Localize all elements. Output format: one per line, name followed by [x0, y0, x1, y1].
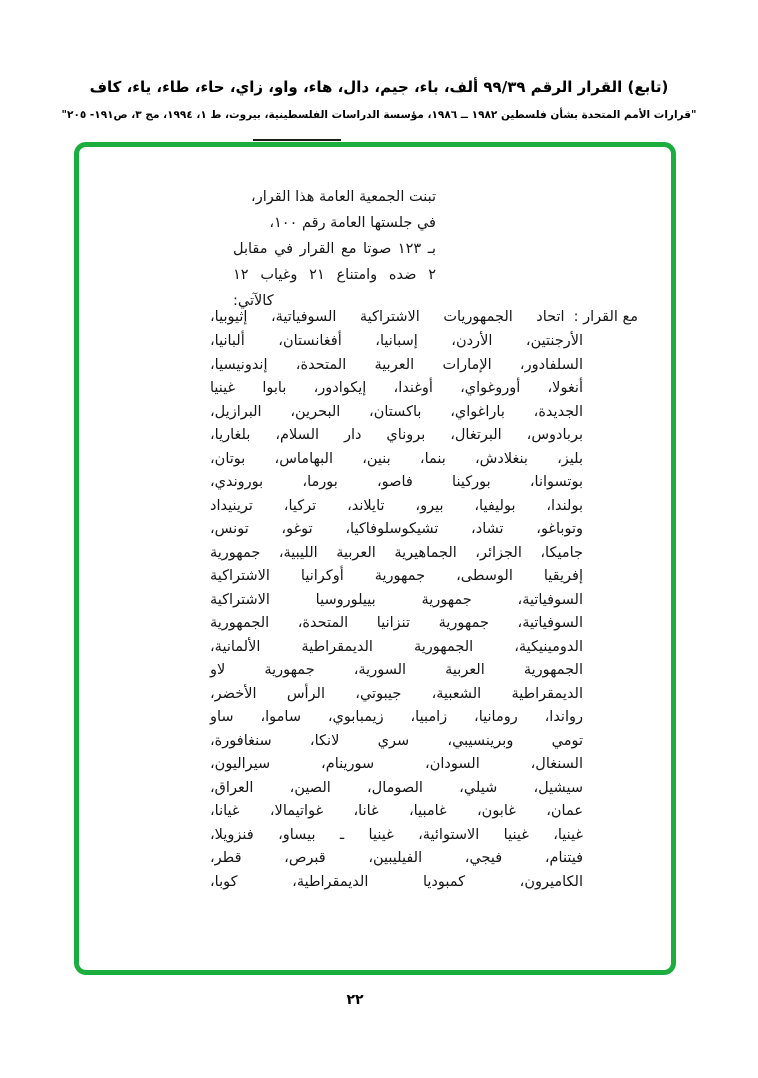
- document-header-citation: "قرارات الأمم المتحدة بشأن فلسطين ١٩٨٢ ــ ١٩٨٦، مؤسسة الدراسات الفلسطينية، بيروت، ط ١، ١٩٩٤، مج ٣، ص١٩١- ٢٠٥": [61, 109, 697, 121]
- vote-countries-line: بولندا، بوليفيا، بيرو، تايلاند، تركيا، ترينيداد: [210, 497, 583, 514]
- vote-countries-line: الدومينيكية، الجمهورية الديمقراطية الألمانية،: [210, 638, 583, 655]
- vote-countries-line: السنغال، السودان، سورينام، سيراليون،: [210, 756, 583, 772]
- vote-countries-line: بليز، بنغلادش، بنما، بنين، البهاماس، بوتان،: [210, 450, 583, 467]
- document-header-title: (تابع) القرار الرقم ٩٩/٣٩ ألف، باء، جيم، دال، هاء، واو، زاي، حاء، طاء، ياء، كاف: [89, 78, 669, 96]
- vote-countries-line: الأرجنتين، الأردن، إسبانيا، أفغانستان، ألبانيا،: [210, 333, 583, 349]
- intro-line: بـ ١٢٣ صوتا مع القرار في مقابل: [233, 241, 436, 257]
- vote-countries-line: الكاميرون، كمبوديا الديمقراطية، كوبا،: [210, 873, 583, 890]
- vote-result-first-line: [210, 306, 638, 330]
- intro-line: تبنت الجمعية العامة هذا القرار،: [251, 189, 436, 205]
- vote-countries-line: أنغولا، أوروغواي، أوغندا، إيكوادور، بابوا غينيا: [210, 380, 583, 396]
- vote-countries-line: تومي وبرينسيبي، سري لانكا، سنغافورة،: [210, 732, 583, 749]
- intro-line: كالآتي:: [233, 293, 274, 309]
- vote-countries-line: الديمقراطية الشعبية، جيبوتي، الرأس الأخضر،: [210, 685, 583, 702]
- intro-line: ٢ ضده وامتناع ٢١ وغياب ١٢: [233, 267, 437, 283]
- vote-with-resolution-label: مع القرار :: [573, 309, 638, 325]
- intro-paragraph: [233, 184, 436, 314]
- vote-countries-first-text: اتحاد الجمهوريات الاشتراكية السوفياتية، إثيوبيا،: [210, 309, 565, 325]
- vote-countries-line: وتوباغو، تشاد، تشيكوسلوفاكيا، توغو، تونس،: [210, 521, 583, 537]
- vote-countries-line: الجديدة، باراغواي، باكستان، البحرين، البرازيل،: [210, 403, 583, 420]
- vote-countries-line: السوفياتية، جمهورية بييلوروسيا الاشتراكية: [210, 591, 583, 608]
- vote-countries-line: فيتنام، فيجي، الفيليبين، قبرص، قطر،: [210, 850, 583, 866]
- vote-countries-line: إفريقيا الوسطى، جمهورية أوكرانيا الاشتراكية: [210, 568, 583, 584]
- vote-countries-line: بوتسوانا، بوركينا فاصو، بورما، بوروندي،: [210, 474, 583, 490]
- vote-countries-line: السلفادور، الإمارات العربية المتحدة، إندونيسيا،: [210, 356, 583, 373]
- vote-countries-list: [210, 330, 583, 894]
- vote-countries-line: الجمهورية العربية السورية، جمهورية لاو: [210, 662, 583, 678]
- vote-countries-line: جاميكا، الجزائر، الجماهيرية العربية الليبية، جمهورية: [210, 544, 583, 561]
- vote-countries-line: السوفياتية، جمهورية تنزانيا المتحدة، الجمهورية: [210, 615, 583, 631]
- intro-line: في جلستها العامة رقم ١٠٠،: [269, 215, 436, 231]
- vote-countries-line: سيشيل، شيلي، الصومال، الصين، العراق،: [210, 779, 583, 796]
- vote-countries-line: عمان، غابون، غامبيا، غانا، غواتيمالا، غيانا،: [210, 803, 583, 819]
- vote-countries-line: رواندا، رومانيا، زامبيا، زيمبابوي، ساموا، ساو: [210, 709, 583, 725]
- page-number: ٢٢: [346, 992, 364, 1008]
- vote-countries-line: غينيا، غينيا الاستوائية، غينيا ـ بيساو، فنزويلا،: [210, 826, 583, 843]
- vote-countries-line: بربادوس، البرتغال، بروناي دار السلام، بلغاريا،: [210, 427, 583, 443]
- header-divider-rule: [253, 139, 341, 141]
